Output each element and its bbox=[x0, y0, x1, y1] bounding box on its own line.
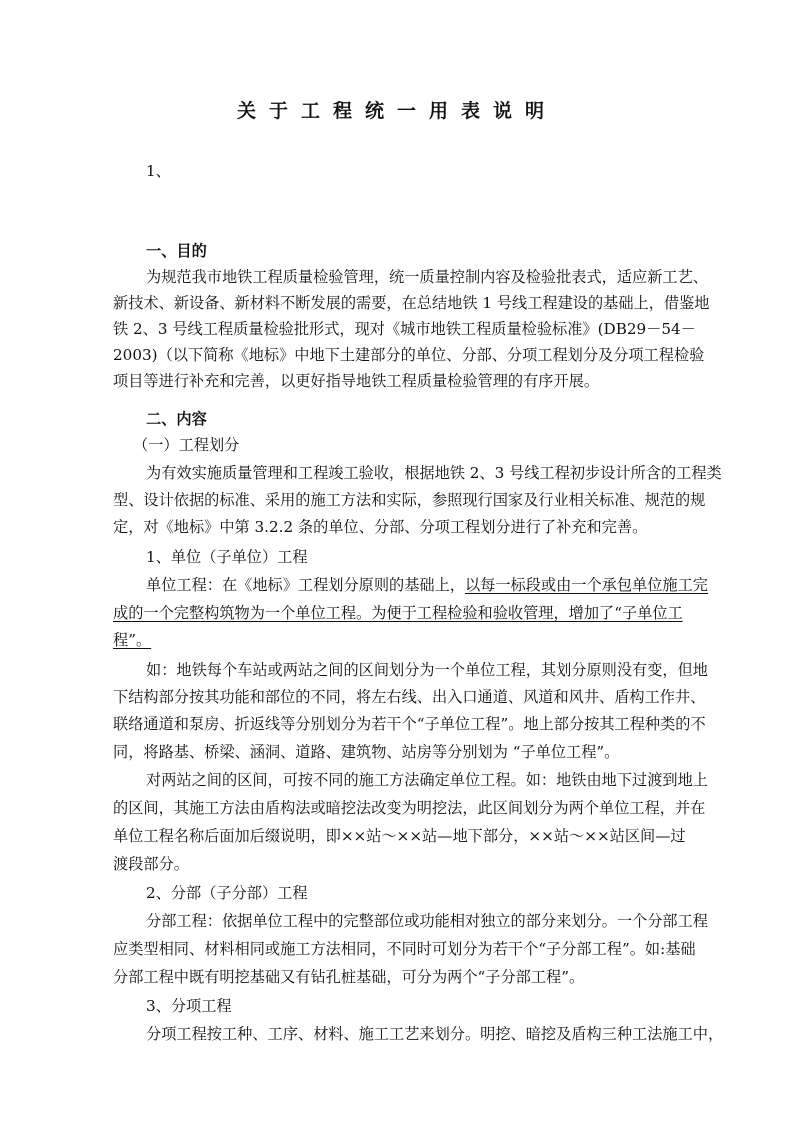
paragraph-line: 定，对《地标》中第 3.2.2 条的单位、分部、分项工程划分进行了补充和完善。 bbox=[113, 518, 648, 536]
document-title: 关于工程统一用表说明 bbox=[236, 100, 557, 122]
section-heading-purpose: 一、目的 bbox=[146, 242, 207, 260]
underlined-text: 以每一标段或由一个承包单位施工完 bbox=[464, 576, 708, 594]
paragraph-line: 渡段部分。 bbox=[113, 855, 189, 873]
paragraph-line: 为有效实施质量管理和工程竣工验收，根据地铁 2、3 号线工程初步设计所含的工程类 bbox=[146, 464, 722, 482]
item-heading-division: 2、分部（子分部）工程 bbox=[146, 884, 308, 902]
paragraph-line bbox=[146, 572, 776, 598]
section-number: 1、 bbox=[146, 162, 171, 180]
paragraph-line: 型、设计依据的标准、采用的施工方法和实际，参照现行国家及行业相关标准、规范的规 bbox=[113, 491, 706, 509]
text-run: 单位工程：在《地标》工程划分原则的基础上， bbox=[146, 576, 465, 594]
paragraph-line: 铁 2、3 号线工程质量检验批形式，现对《城市地铁工程质量检验标准》(DB29－54－ bbox=[113, 320, 696, 338]
paragraph-line: 单位工程名称后面加后缀说明，即××站～××站—地下部分，××站～××站区间—过 bbox=[113, 827, 686, 845]
subsection-heading: （一）工程划分 bbox=[133, 436, 240, 454]
paragraph-line: 新技术、新设备、新材料不断发展的需要，在总结地铁 1 号线工程建设的基础上，借鉴地 bbox=[113, 294, 710, 312]
section-heading-content: 二、内容 bbox=[146, 410, 207, 428]
paragraph-line: 为规范我市地铁工程质量检验管理，统一质量控制内容及检验批表式，适应新工艺、 bbox=[146, 268, 708, 286]
paragraph-line: 分部工程中既有明挖基础又有钻孔桩基础，可分为两个“子分部工程”。 bbox=[113, 968, 585, 986]
underlined-text-line: 程”。 bbox=[113, 631, 152, 649]
paragraph-line: 对两站之间的区间，可按不同的施工方法确定单位工程。如：地铁由地下过渡到地上 bbox=[146, 771, 708, 789]
paragraph-line: 同，将路基、桥梁、涵洞、道路、建筑物、站房等分别划为 “子单位工程”。 bbox=[113, 743, 620, 761]
paragraph-line: 项目等进行补充和完善，以更好指导地铁工程质量检验管理的有序开展。 bbox=[113, 372, 599, 390]
underlined-text-line: 成的一个完整构筑物为一个单位工程。为便于工程检验和验收管理，增加了“子单位工 bbox=[113, 604, 683, 622]
paragraph-line: 分部工程：依据单位工程中的完整部位或功能相对独立的部分来划分。一个分部工程 bbox=[146, 912, 708, 930]
paragraph-line: 2003)（以下简称《地标》中地下土建部分的单位、分部、分项工程划分及分项工程检验 bbox=[113, 346, 705, 364]
paragraph-line: 下结构部分按其功能和部位的不同，将左右线、出入口通道、风道和风井、盾构工作井、 bbox=[113, 688, 706, 706]
paragraph-line: 分项工程按工种、工序、材料、施工工艺来划分。明挖、暗挖及盾构三种工法施工中， bbox=[146, 1025, 724, 1043]
paragraph-line: 应类型相同、材料相同或施工方法相同，不同时可划分为若干个“子分部工程”。如:基础 bbox=[113, 940, 696, 958]
item-heading-subitem: 3、分项工程 bbox=[146, 997, 232, 1015]
paragraph-line: 的区间，其施工方法由盾构法或暗挖法改变为明挖法，此区间划分为两个单位工程，并在 bbox=[113, 799, 706, 817]
item-heading-unit: 1、单位（子单位）工程 bbox=[146, 548, 308, 566]
paragraph-line: 如：地铁每个车站或两站之间的区间划分为一个单位工程，其划分原则没有变，但地 bbox=[146, 661, 708, 679]
paragraph-line: 联络通道和泵房、折返线等分别划分为若干个“子单位工程”。地上部分按其工程种类的不 bbox=[113, 715, 706, 733]
